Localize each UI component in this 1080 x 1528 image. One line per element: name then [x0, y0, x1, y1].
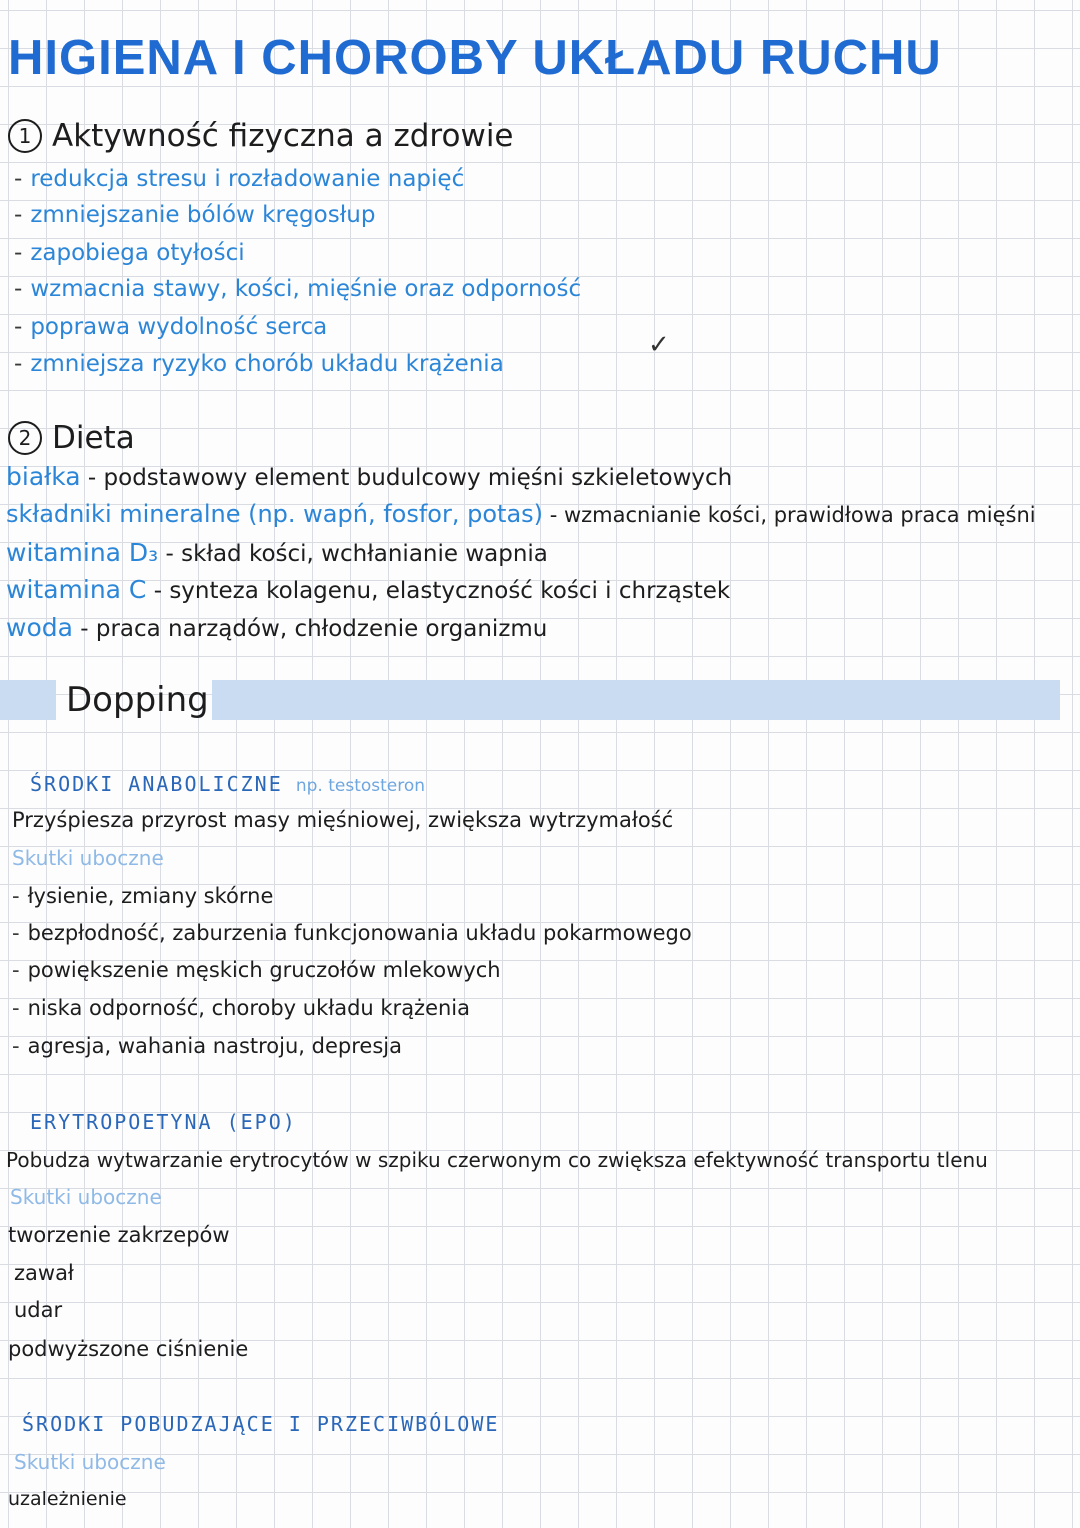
epo-title: ERYTROPOETYNA (EPO): [30, 1110, 297, 1134]
list-item: - zmniejsza ryzyko chorób układu krążenia: [14, 351, 504, 377]
list-item: - zapobiega otyłości: [14, 240, 245, 266]
section-number-badge: 1: [8, 119, 42, 153]
diet-row: woda - praca narządów, chłodzenie organizmu: [6, 613, 548, 642]
epo-description: Pobudza wytwarzanie erytrocytów w szpiku czerwonym co zwiększa efektywność transportu tlenu: [6, 1148, 988, 1172]
list-item: - bezpłodność, zaburzenia funkcjonowania układu pokarmowego: [12, 921, 692, 945]
dopping-heading: Dopping: [66, 680, 209, 720]
diet-row: składniki mineralne (np. wapń, fosfor, potas) - wzmacnianie kości, prawidłowa praca mięśni: [6, 500, 1036, 528]
heading-band-left: [0, 680, 56, 720]
checkmark-icon: ✓: [648, 330, 670, 360]
list-item: - redukcja stresu i rozładowanie napięć: [14, 166, 465, 192]
diet-row: witamina C - synteza kolagenu, elastyczność kości i chrząstek: [6, 575, 731, 604]
page-title: HIGIENA I CHOROBY UKŁADU RUCHU: [8, 31, 942, 85]
section-number-badge: 2: [8, 421, 42, 455]
list-item: - niska odporność, choroby układu krążenia: [12, 996, 471, 1020]
section-heading-text: Aktywność fizyczna a zdrowie: [52, 118, 514, 154]
list-item: - łysienie, zmiany skórne: [12, 884, 274, 908]
list-item: - poprawa wydolność serca: [14, 314, 328, 340]
list-item: podwyższone ciśnienie: [8, 1337, 249, 1361]
anabolic-title-row: [30, 772, 425, 796]
epo-side-effects-label: Skutki uboczne: [10, 1185, 162, 1209]
stimulants-side-effects-label: Skutki uboczne: [14, 1450, 166, 1474]
section-dieta-heading: [8, 420, 135, 456]
list-item: - powiększenie męskich gruczołów mlekowych: [12, 958, 501, 982]
list-item: - zmniejszanie bólów kręgosłup: [14, 202, 376, 228]
section-heading-text: Dieta: [52, 420, 135, 456]
anabolic-title: ŚRODKI ANABOLICZNE: [30, 772, 283, 796]
section-aktywnosc-heading: [8, 118, 514, 154]
heading-band-right: [212, 680, 1060, 720]
list-item: - agresja, wahania nastroju, depresja: [12, 1034, 402, 1058]
list-item: zawał: [14, 1261, 74, 1285]
list-item: udar: [14, 1298, 63, 1322]
stimulants-title: ŚRODKI POBUDZAJĄCE I PRZECIWBÓLOWE: [22, 1412, 500, 1436]
list-item: uzależnienie: [8, 1488, 127, 1510]
anabolic-example: np. testosteron: [295, 776, 426, 796]
diet-row: białka - podstawowy element budulcowy mięśni szkieletowych: [6, 462, 733, 491]
anabolic-side-effects-label: Skutki uboczne: [12, 846, 164, 870]
anabolic-description: Przyśpiesza przyrost masy mięśniowej, zwiększa wytrzymałość: [12, 808, 674, 832]
diet-row: witamina D₃ - skład kości, wchłanianie wapnia: [6, 538, 548, 567]
list-item: - wzmacnia stawy, kości, mięśnie oraz odporność: [14, 276, 582, 302]
list-item: tworzenie zakrzepów: [8, 1223, 230, 1247]
